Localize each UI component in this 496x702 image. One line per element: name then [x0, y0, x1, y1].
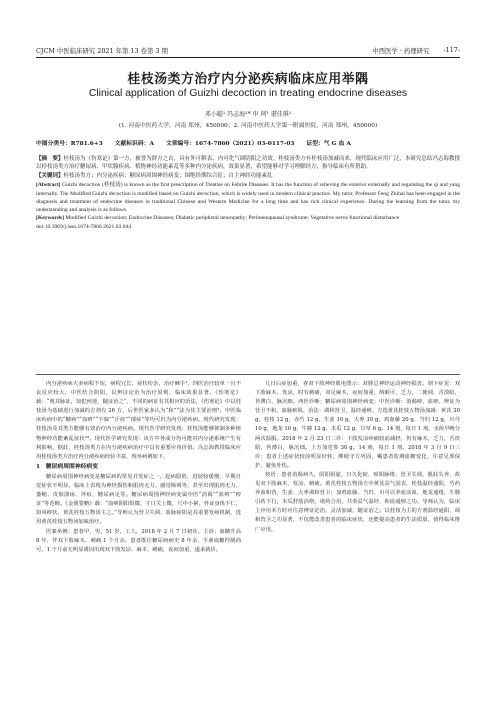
doc-code: 文献标识码：A — [114, 141, 154, 147]
doi[interactable]: doi:10.3969/j.issn.1674-7860.2021.03.044 — [36, 224, 132, 231]
authors: 邓小聪¹ 冯志海²* 申 珂¹ 谌佳琪¹ — [204, 111, 292, 118]
case-continued-paragraph: 几日后症加重，查双下肢神经肌电图示：双腓总神经运动神经损害。刻下症见：双下肢麻木、发凉，时有刺痛，双足麻木，夜间加重，纳眠可，乏力，二便调，舌淡暗，苔薄白，脉沉细。西医诊断：糖尿病周围神经病变；中医诊断：消渴痹，血痹。辨证为营卫不和，血脉瘀阻。治法：调和营卫，温经通痹。方选黄芪桂枝五物汤加减：黄芪 20 g，桂枝 12 g，赤芍 12 g，生姜 10 g，大枣 10 g，鸡血藤 20 g，当归 12 g，川芎 10 g，地龙 10 g，牛膝 12 g，木瓜 12 g，甘草 6 g。14 剂，每日 1 剂，水煎早晚分两次温服。2018 年 2 月 23 日二诊：下肢发凉疼痛较前减轻，仍有麻木，乏力，舌淡暗，苔薄白，脉沉细。上方加党参 30 g。14 剂，每日 1 剂。2018 年 3 月 9 日三诊：患者上述症状较前明显好转，继续守方巩固，嘱患者监测血糖变化，注意足部保护，避免外伤。 — [255, 381, 460, 469]
clc-number: 中图分类号：R781.6+3 — [36, 141, 103, 147]
running-head — [36, 46, 460, 58]
title-en: Clinical application of Guizhi decoction in treating endocrine diseases — [88, 88, 408, 99]
body-columns — [36, 380, 460, 670]
intro-paragraph: 内分泌疾病大多病程不短，病程冗长，症状纷杂，治疗棘手¹。四医治疗较单一且不良反应较大，中医结合阴阳，以辨证论治为治疗原则，临床效果显著。《伤寒论》载：“观其脉证，知犯何逆，随证治之”，不同的病证有其相应的治法，《伤寒论》中以桂枝汤为基础进行加减的方剂有 26 方，后世医家多认为“和”“法为其主要治则²。中医临床疾病中的“糖病”“血痹”“不寐”“汗症”“郁症”等均可归为内分泌疾病。现代研究发现：桂枝汤及其类方能够有效治疗内分泌疾病。现代医学研究发现：桂枝汤能够抑制多种植物神经功能紊乱症状³⁴。现代医学研究发现：该方中各成分均可能对内分泌系统产生有利影响，据此，桂枝汤类方在内分泌疾病治疗中具有重要应用价值。冯志海教授临床应用桂枝汤类方治疗内分泌疾病经验丰富，现举病例如下。 — [36, 381, 241, 460]
case-paragraph: 医案举例：患者甲，男，51 岁。工人，2018 年 2 月 7 日初诊。主诉：血糖升高 8 年，伴双下肢麻木、刺痛 1 个月余。患者既往糖尿病病史 8 年余，平素血糖控制尚可，1 个月前无明显诱因出现双下肢发凉、麻木、刺痛，夜间加重，遂来就诊。 — [36, 528, 241, 553]
keywords-cn — [36, 172, 460, 180]
divider — [36, 374, 460, 375]
keywords-en — [36, 214, 460, 222]
column-right — [255, 380, 460, 670]
section-heading-1: 1 糖尿病周围神经病变 — [36, 463, 99, 470]
abstract-cn-text: 桂枝汤为《伤寒论》第一方，被誉为群方之首，具有外可解表、内可化气调阴阳之功效。桂枝汤类方有桂枝汤加减而来，现代临床应用广泛，本研究总结冯志海教授以桂枝汤类方治疗糖尿病、甲状腺疾病、植物神经功能紊乱等多种内分泌疾病，效果显著，希望能够对学习理解经方、指导临床有所帮助。 — [36, 156, 460, 171]
journal-section: 中西医学 · 药理研究 — [372, 47, 430, 55]
article-number: 文章编号：1674-7860（2021）03-0117-03 — [165, 141, 295, 147]
abstract-cn — [36, 155, 460, 172]
keywords-en-text: Modified Guizhi decoction; Endocrine Diseases; Diabetic peripheral neuropathy; Perimenopausal syndrome; Vegetative nerve functional disturbance — [65, 215, 400, 222]
affiliations: (1. 河南中医药大学，河南 郑州，450000；2. 河南中医药大学第一附属医院，河南 郑州，450000) — [118, 123, 378, 129]
abstract-en — [36, 181, 460, 213]
commentary-paragraph: 按语：患者消渴病久，阴阳俱虚，日久化瘀，瘀阻脉络，营卫失调，肌肤失养，故见双下肢麻木、发凉、刺痛。黄芪桂枝五物汤方中黄芪益气固表，桂枝温经通阳，芍药养血和营，生姜、大枣调和营卫；加鸡血藤、当归、川芎以养血活血，地龙通络，牛膝引药下行，木瓜舒筋活络。诸药合用，共奏益气温经、和血通痹之功。导师认为，临床上应用本方时应注意辨证论治，灵活加减，随证治之。以桂枝为主的方剂温经通阳、调和营卫之功显著，不仅能改善患者的临床症状，还能提高患者的生活质量，值得临床推广应用。 — [255, 471, 460, 533]
column-left — [36, 380, 241, 670]
title-cn: 桂枝汤类方治疗内分泌疾病临床应用举隅 — [127, 72, 369, 87]
abstract-cn-label: 【摘 要】 — [36, 156, 64, 162]
running-head-left: CJCM 中医临床研究 2021 年第 13 卷第 3 期 — [36, 47, 168, 55]
evidence-type: 证型：气 G 血 A — [306, 141, 351, 147]
section-1-paragraph: 糖尿病周围神经病变是糖尿病的常见并发症之一，起病隐匿，进展较缓慢，早期自觉症状不明显。临床上表现为神经损伤和肌肉无力、感觉障碍等，甚至出现肌肉无力、萎缩、皮肤溃疡、坏疽，糖尿病足等。糖尿病周围神经病变属中医“消渴”“血痹”“痹证”等范畴。《金匮要略》载：“血痹阴阳俱微，寸口关上微，尺中小紧，外证身体不仁，如风痹状，黄芪桂枝五物汤主之。”导师认为营卫失调，血脉瘀阻是其重要发病机制，选用黄芪桂枝五物汤加味治疗。 — [36, 473, 241, 526]
keywords-cn-text: 桂枝汤类方；内分泌疾病；糖尿病周围神经病变；围绝经期综合征；自主神经功能紊乱 — [63, 173, 273, 180]
keywords-cn-label: 【关键词】 — [36, 173, 64, 180]
article-meta — [36, 138, 460, 147]
abstract-en-label: [Abstract] — [36, 182, 61, 189]
keywords-en-label: [Keywords] — [36, 215, 64, 222]
abstract-en-text: Guizhi decoction (桂枝汤) is known as the first prescription of Treatise on Febrile Diseases. It has the function of relieving the exterior externally and regulating the qi and yang internally. The Modified Guizhi decoction is modified based on Guizhi decoction, which is widely used in modern clinical practice. My tutor, Professor Feng Zhihai has been engaged in the diagnosis and treatment of endocrine diseases in traditional Chinese and Western Medicine for a long time and has rich clinical experience. During the learning from the tutor, my understanding and analysis is as follows. — [36, 182, 460, 213]
running-head-right — [372, 46, 460, 55]
abstract-block — [36, 155, 460, 232]
page-number: -117- — [443, 46, 460, 54]
